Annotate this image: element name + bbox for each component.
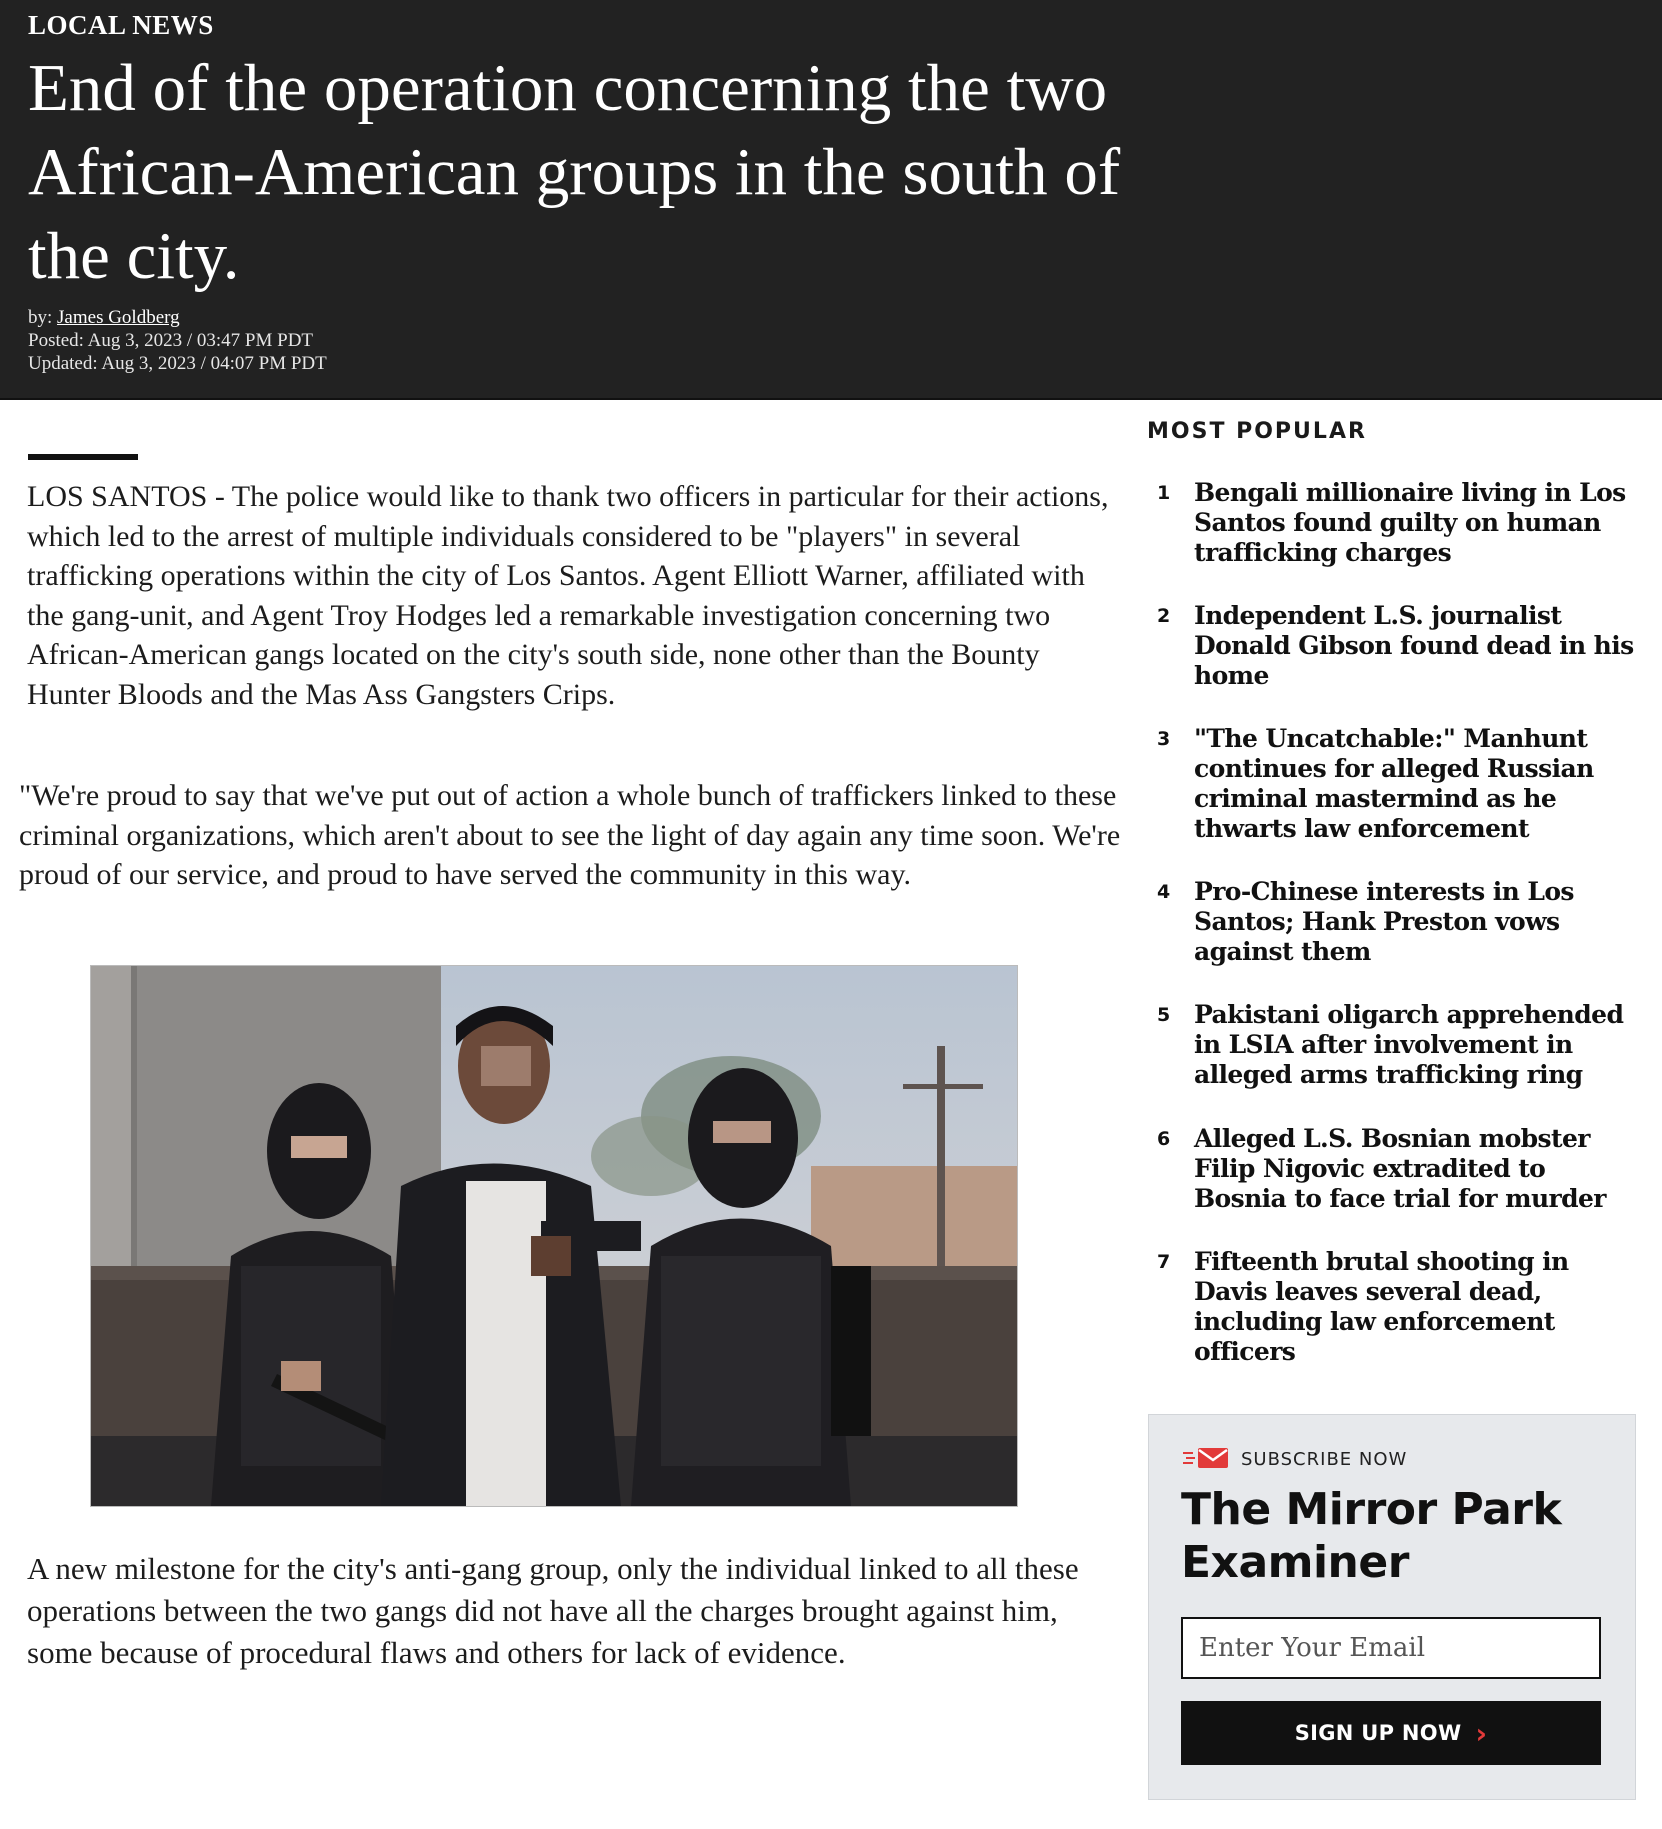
- subscribe-label: SUBSCRIBE NOW: [1241, 1449, 1408, 1470]
- updated-date: Updated: Aug 3, 2023 / 04:07 PM PDT: [28, 353, 327, 374]
- popular-link[interactable]: Fifteenth brutal shooting in Davis leaves several dead, including law enforcement officers: [1194, 1247, 1569, 1366]
- popular-link[interactable]: Alleged L.S. Bosnian mobster Filip Nigovic extradited to Bosnia to face trial for murder: [1194, 1124, 1606, 1213]
- envelope-icon: [1183, 1445, 1231, 1476]
- popular-rank: 1: [1157, 482, 1171, 504]
- popular-rank: 2: [1157, 605, 1171, 627]
- headline: End of the operation concerning the two African-American groups in the south of the city.: [28, 51, 1121, 293]
- popular-rank: 7: [1157, 1251, 1171, 1273]
- posted-date: Posted: Aug 3, 2023 / 03:47 PM PDT: [28, 330, 314, 351]
- author-link[interactable]: James Goldberg: [57, 307, 180, 328]
- popular-link[interactable]: "The Uncatchable:" Manhunt continues for alleged Russian criminal mastermind as he thwarts law enforcement: [1194, 724, 1594, 843]
- article-photo: [90, 965, 1018, 1507]
- article-paragraph-2: "We're proud to say that we've put out of action a whole bunch of traffickers linked to these criminal organizations, which aren't about to see the light of day again any time soon. We're proud of our service, and proud to have served the community in this way.: [19, 779, 1121, 891]
- email-input[interactable]: [1181, 1617, 1601, 1679]
- popular-rank: 4: [1157, 881, 1171, 903]
- popular-rank: 3: [1157, 728, 1171, 750]
- sign-up-button[interactable]: [1181, 1701, 1601, 1765]
- popular-link[interactable]: Pakistani oligarch apprehended in LSIA after involvement in alleged arms trafficking ring: [1194, 1000, 1624, 1089]
- popular-link[interactable]: Bengali millionaire living in Los Santos found guilty on human trafficking charges: [1194, 478, 1626, 567]
- popular-rank: 5: [1157, 1004, 1171, 1026]
- article-header: [0, 0, 1662, 400]
- popular-link[interactable]: Pro-Chinese interests in Los Santos; Hank Preston vows against them: [1194, 877, 1574, 966]
- sign-up-label: SIGN UP NOW: [1294, 1721, 1462, 1745]
- section-label[interactable]: LOCAL NEWS: [28, 10, 214, 40]
- most-popular-title: MOST POPULAR: [1147, 419, 1367, 444]
- article-paragraph-3: A new milestone for the city's anti-gang group, only the individual linked to all these operations between the two gangs did not have all the charges brought against him, some because of procedural flaws and others for lack of evidence.: [27, 1551, 1079, 1670]
- article-paragraph-1: LOS SANTOS - The police would like to thank two officers in particular for their actions, which led to the arrest of multiple individuals considered to be "players" in several trafficking operations within the city of Los Santos. Agent Elliott Warner, affiliated with the gang-unit, and Agent Troy Hodges led a remarkable investigation concerning two African-American gangs located on the city's south side, none other than the Bounty Hunter Bloods and the Mas Ass Gangsters Crips.: [27, 480, 1109, 711]
- newsletter-title: The Mirror Park Examiner: [1181, 1484, 1562, 1588]
- article-meta: [28, 306, 327, 375]
- subscribe-box: [1148, 1414, 1636, 1800]
- article-divider: [28, 454, 138, 460]
- byline-prefix: by:: [28, 307, 58, 328]
- popular-rank: 6: [1157, 1128, 1171, 1150]
- chevron-right-icon: ›: [1475, 1716, 1488, 1750]
- byline: [28, 306, 327, 329]
- popular-link[interactable]: Independent L.S. journalist Donald Gibson found dead in his home: [1194, 601, 1634, 690]
